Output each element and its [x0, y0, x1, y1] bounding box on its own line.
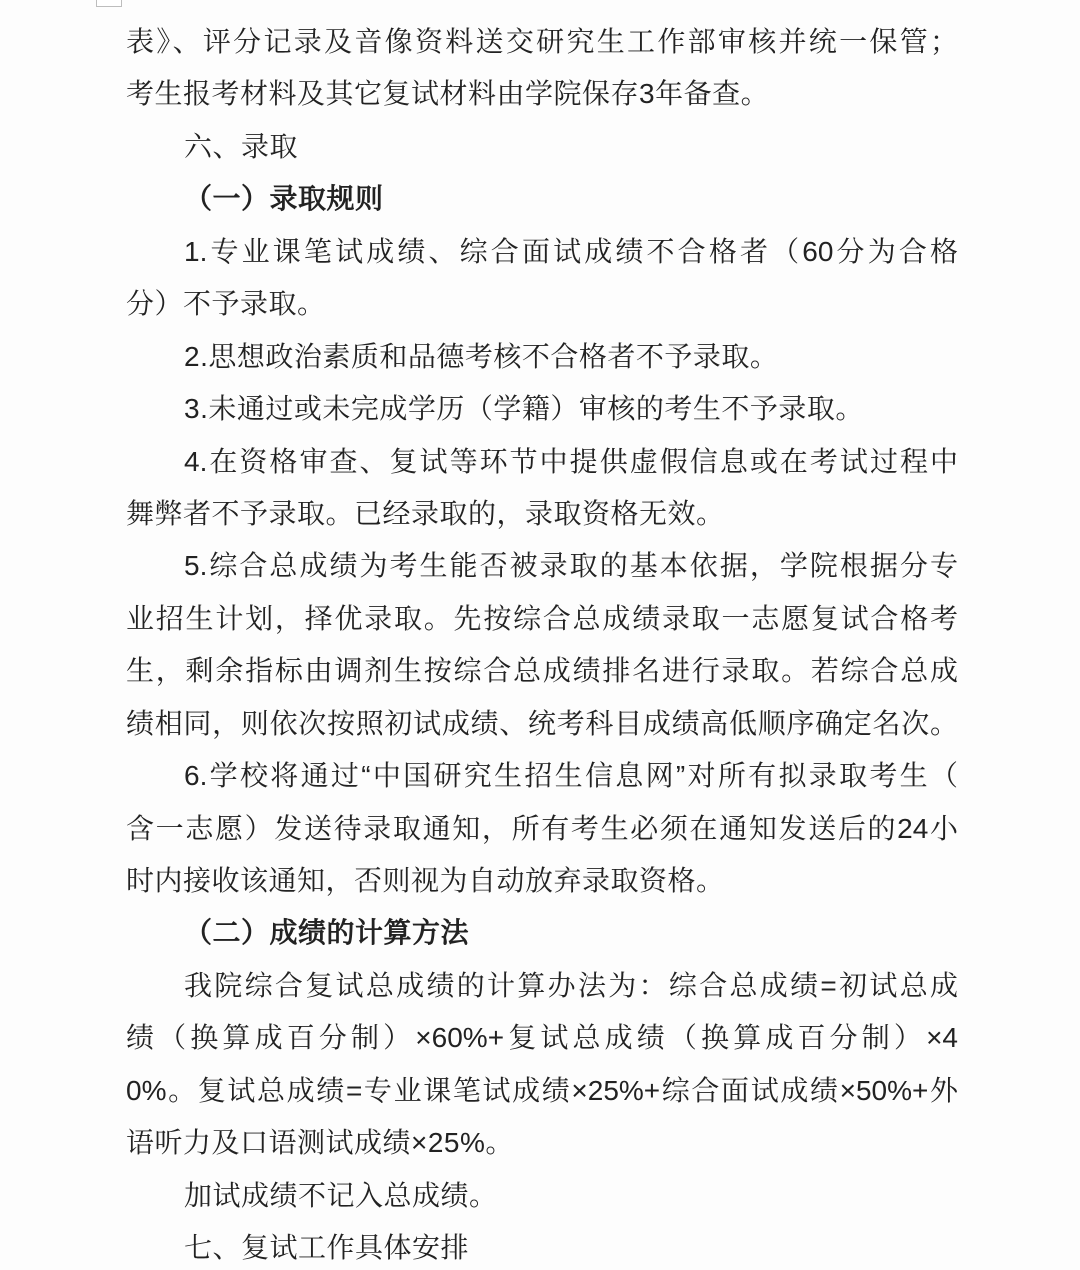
rule-5-line-2: 业招生计划，择优录取。先按综合总成绩录取一志愿复试合格考 [126, 602, 958, 634]
rule-5-line-3: 生，剩余指标由调剂生按综合总成绩排名进行录取。若综合总成 [126, 655, 958, 687]
para-formula-line-3: 0%。复试总成绩=专业课笔试成绩×25%+综合面试成绩×50%+外 [126, 1074, 958, 1106]
heading-section-6: 六、录取 [184, 130, 299, 162]
rule-2: 2.思想政治素质和品德考核不合格者不予录取。 [184, 340, 779, 372]
rule-5-line-4: 绩相同，则依次按照初试成绩、统考科目成绩高低顺序确定名次。 [126, 707, 958, 739]
para-materials-line-2: 考生报考材料及其它复试材料由学院保存3年备查。 [126, 78, 770, 110]
para-additional-test-score: 加试成绩不记入总成绩。 [184, 1179, 498, 1211]
heading-section-7: 七、复试工作具体安排 [184, 1232, 470, 1264]
para-materials-line-1: 表》、评分记录及音像资料送交研究生工作部审核并统一保管； [126, 26, 958, 57]
rule-5-line-1: 5.综合总成绩为考生能否被录取的基本依据，学院根据分专 [184, 550, 958, 582]
para-formula-line-2: 绩（换算成百分制）×60%+复试总成绩（换算成百分制）×4 [126, 1022, 958, 1054]
rule-6-line-2: 含一志愿）发送待录取通知，所有考生必须在通知发送后的24小 [126, 812, 958, 844]
para-formula-line-4: 语听力及口语测试成绩×25%。 [126, 1127, 514, 1159]
rule-1-line-2: 分）不予录取。 [126, 288, 326, 320]
cropped-edge-artifact [96, 0, 122, 7]
heading-admission-rules: （一）录取规则 [184, 183, 384, 215]
rule-6-line-3: 时内接收该通知，否则视为自动放弃录取资格。 [126, 865, 725, 896]
rule-1-line-1: 1.专业课笔试成绩、综合面试成绩不合格者（60分为合格 [184, 235, 958, 267]
heading-score-calculation: （二）成绩的计算方法 [184, 917, 470, 949]
rule-6-line-1: 6.学校将通过“中国研究生招生信息网”对所有拟录取考生（ [184, 760, 958, 792]
rule-3: 3.未通过或未完成学历（学籍）审核的考生不予录取。 [184, 393, 864, 425]
rule-4-line-2: 舞弊者不予录取。已经录取的，录取资格无效。 [126, 497, 725, 529]
para-formula-line-1: 我院综合复试总成绩的计算办法为：综合总成绩=初试总成 [184, 969, 958, 1001]
rule-4-line-1: 4.在资格审查、复试等环节中提供虚假信息或在考试过程中 [184, 445, 958, 477]
document-text-block [126, 16, 958, 1270]
